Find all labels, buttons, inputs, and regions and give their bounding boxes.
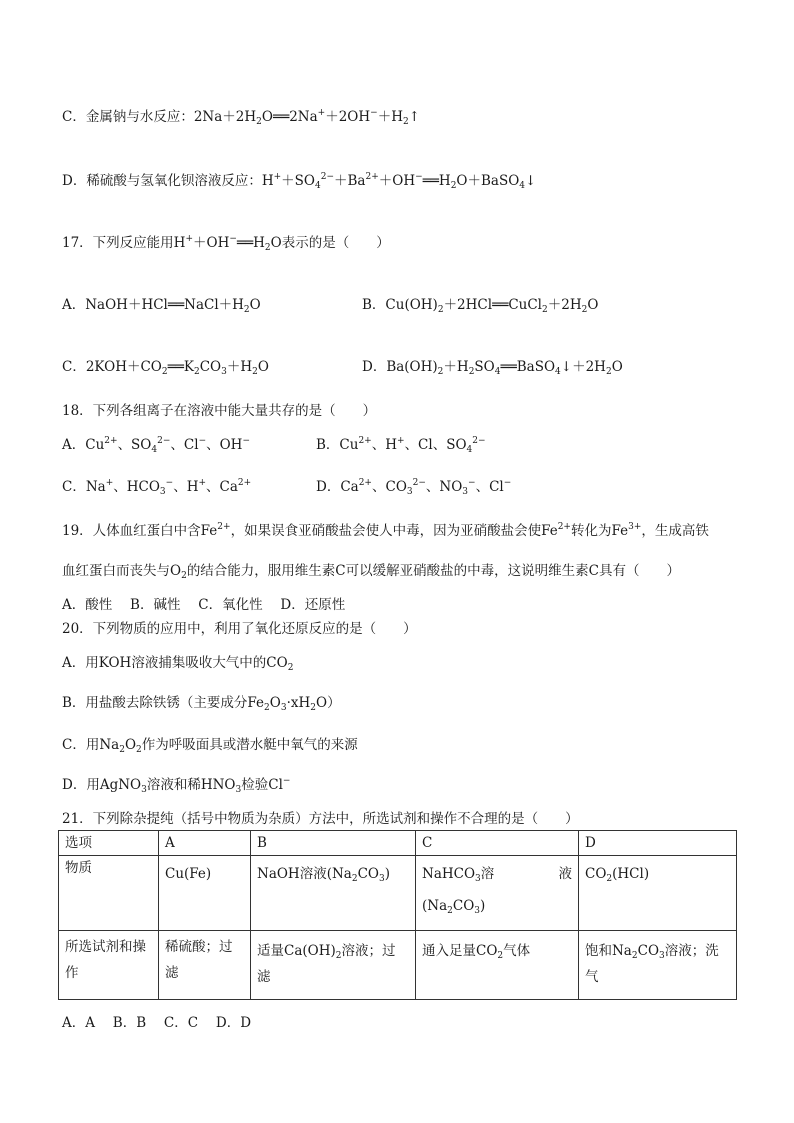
substance-c: NaHCO$_3$溶 液 $(Na_2CO_3)$ [416, 856, 579, 931]
table-row-reagent [59, 931, 737, 1000]
q21-options: A．A B．B C．C D．D [62, 1015, 252, 1031]
table-row-substance [59, 856, 737, 931]
q17-option-a: A．$NaOH+HCl══NaCl+H_2O$ [62, 297, 261, 315]
row-label: 所选试剂和操作 [59, 931, 159, 1000]
q20-option-a: A．用KOH溶液捕集吸收大气中的$CO_2$ [62, 655, 294, 673]
q18-option-a: A．$Cu^{2+}$、$SO_4^{2-}$、Cl−、OH− [62, 436, 250, 455]
q20-stem: 20．下列物质的应用中，利用了氧化还原反应的是（ ） [62, 621, 417, 637]
header-cell: 选项 [59, 831, 159, 856]
q20-option-b: B．用盐酸去除铁锈（主要成分$Fe_2O_3\cdot xH_2O$） [62, 695, 341, 713]
header-cell: D [579, 831, 737, 856]
q18-option-b: B．$Cu^{2+}$、H+、Cl、$SO_4^{2-}$ [316, 436, 486, 455]
q18-option-d: D．$Ca^{2+}$、$CO_3^{2-}$、$NO_3^-$、Cl− [316, 478, 512, 497]
q19-stem-line1: 19．人体血红蛋白中含$Fe^{2+}$，如果误食亚硝酸盐会使人中毒，因为亚硝酸盐会使$Fe^{2+}$转化为$Fe^{3+}$，生成高铁 [62, 522, 709, 539]
q17-stem: 17．下列反应能用$H^++OH^-══H_2O$表示的是（ ） [62, 234, 390, 253]
reagent-c: 通入足量$CO_2$气体 [416, 931, 579, 1000]
q17-option-d: D．$Ba(OH)_2+H_2SO_4══BaSO_4↓+2H_2O$ [362, 359, 623, 377]
q16-option-c: C．金属钠与水反应：$2Na+2H_2O══2Na^++2OH^-+H_2↑$ [62, 108, 421, 127]
q19-options: A．酸性 B．碱性 C．氧化性 D．还原性 [62, 597, 346, 613]
table-header-row [59, 831, 737, 856]
header-cell: C [416, 831, 579, 856]
header-cell: A [159, 831, 251, 856]
q21-stem: 21．下列除杂提纯（括号中物质为杂质）方法中，所选试剂和操作不合理的是（ ） [62, 811, 579, 827]
q18-option-c: C．Na+、$HCO_3^-$、H+、$Ca^{2+}$ [62, 478, 252, 497]
q20-option-c: C．用$Na_2O_2$作为呼吸面具或潜水艇中氧气的来源 [62, 737, 358, 755]
q16-option-d: D．稀硫酸与氢氧化钡溶液反应：$H^++SO_4^{2-}+Ba^{2+}+OH^-══H_2O+BaSO_4↓$ [62, 172, 537, 191]
substance-d: $CO_2(HCl)$ [579, 856, 737, 931]
reagent-b: 适量$Ca(OH)_2$溶液；过 滤 [251, 931, 416, 1000]
q21-table [58, 830, 737, 1000]
reagent-d: 饱和$Na_2CO_3$溶液；洗 气 [579, 931, 737, 1000]
q18-stem: 18．下列各组离子在溶液中能大量共存的是（ ） [62, 403, 377, 419]
q17-option-b: B．$Cu(OH)_2+2HCl══CuCl_2+2H_2O$ [362, 297, 599, 315]
substance-a: Cu(Fe) [159, 856, 251, 931]
reagent-a: 稀硫酸；过滤 [159, 931, 251, 1000]
row-label: 物质 [59, 856, 159, 931]
q20-option-d: D．用AgNO$_3$溶液和稀$HNO_3$检验Cl− [62, 776, 291, 795]
q19-stem-line2: 血红蛋白而丧失与$O_2$的结合能力，服用维生素C可以缓解亚硝酸盐的中毒，这说明维生素C具有（ ） [62, 563, 680, 581]
header-cell: B [251, 831, 416, 856]
q17-option-c: C．$2KOH+CO_2══K_2CO_3+H_2O$ [62, 359, 269, 377]
substance-b: NaOH溶液$(Na_2CO_3)$ [251, 856, 416, 931]
